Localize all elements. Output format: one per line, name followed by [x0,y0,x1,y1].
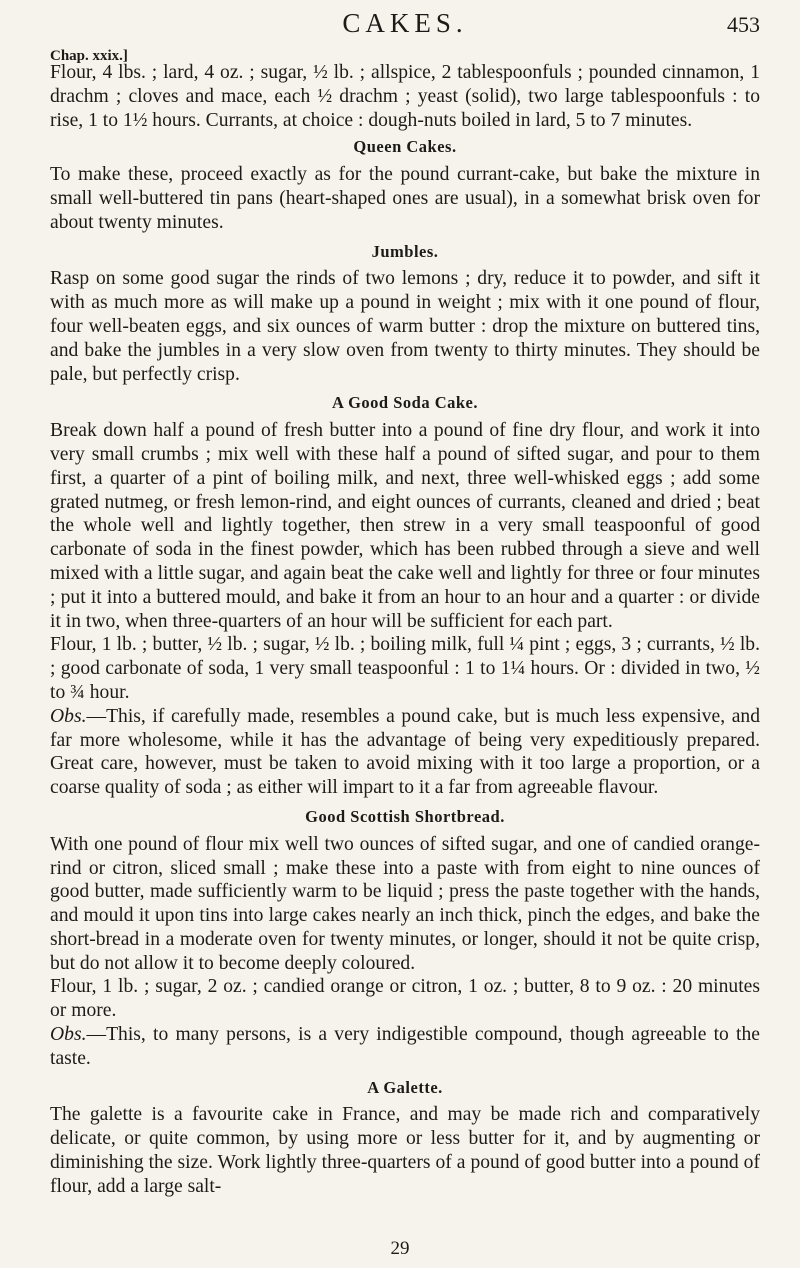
running-title: CAKES. [342,8,468,38]
galette-body: The galette is a favourite cake in France, and may be made rich and comparatively delicate, or quite common, by using more or less butter for it, and by augmenting or diminishing the size. Work lightly three-quarters of a pound of good butter into a pound of flour, add a large salt- [50,1104,760,1197]
queen-cakes-heading: Queen Cakes. [353,137,457,157]
running-head [50,0,760,64]
soda-cake-obs-label: Obs. [50,705,87,727]
soda-cake-obs-text: —This, if carefully made, resembles a pound cake, but is much less expensive, and far more wholesome, while it has the advantage of being very expeditiously prepared. Great care, however, must be taken to avoid mixing with it too large a proportion, or a coarse quality of soda ; as either will impart to it a far from agreeable flavour. [50,705,760,799]
jumbles-heading: Jumbles. [371,241,439,261]
soda-cake-obs [50,705,760,800]
shortbread-obs [50,1023,760,1071]
chapter-label: Chap. xxix.] [50,48,128,64]
queen-cakes-body: To make these, proceed exactly as for the pound currant-cake, but bake the mixture in small well-buttered tin pans (heart-shaped ones are usual), in a somewhat brisk oven for about twenty minutes. [50,164,760,233]
page-content [50,61,760,1199]
soda-cake-recipe: Flour, 1 lb. ; butter, ½ lb. ; sugar, ½ lb. ; boiling milk, full ¼ pint ; eggs, 3 ; currants, ½ lb. ; good carbonate of soda, 1 very small teaspoonful : 1 to 1¼ hours. Or : divided in two, ½ to ¾ hour. [50,634,760,703]
soda-cake-body: Break down half a pound of fresh butter into a pound of fine dry flour, and work it into very small crumbs ; mix well with these half a pound of sifted sugar, and pour to them first, a quarter of a pint of boiling milk, and next, three well-whisked eggs ; add some grated nutmeg, or fresh lemon-rind, and eight ounces of currants, cleaned and dried ; beat the whole well and lightly together, then strew in a very small teaspoonful of good carbonate of soda in the finest powder, which has been rubbed through a sieve and well mixed with a little sugar, and again beat the cake well and lightly for three or four minutes ; put it into a buttered mould, and bake it from an hour to an hour and a quarter : or divide it in two, when three-quarters of an hour will be sufficient for each part. [50,420,760,632]
shortbread-heading: Good Scottish Shortbread. [305,806,505,826]
shortbread-body: With one pound of flour mix well two ounces of sifted sugar, and one of candied orange-rind or citron, sliced small ; make these into a paste with from eight to nine ounces of good butter, made sufficiently warm to be liquid ; press the paste together with the hands, and mould it upon tins into large cakes nearly an inch thick, pinch the edges, and bake the short-bread in a moderate oven for twenty minutes, or longer, should it not be quite crisp, but do not allow it to become deeply coloured. [50,833,760,974]
shortbread-recipe: Flour, 1 lb. ; sugar, 2 oz. ; candied orange or citron, 1 oz. ; butter, 8 to 9 oz. : 20 minutes or more. [50,976,760,1022]
jumbles-body: Rasp on some good sugar the rinds of two lemons ; dry, reduce it to powder, and sift it with as much more as will make up a pound in weight ; mix with it one pound of flour, four well-beaten eggs, and six ounces of warm butter : drop the mixture on buttered tins, and bake the jumbles in a very slow oven from twenty to thirty minutes. They should be pale, but perfectly crisp. [50,268,760,385]
galette-heading: A Galette. [367,1077,443,1097]
intro-recipe-paragraph: Flour, 4 lbs. ; lard, 4 oz. ; sugar, ½ lb. ; allspice, 2 tablespoonfuls ; pounded cinnamon, 1 drachm ; cloves and mace, each ½ drachm ; yeast (solid), two large tablespoonfuls : to rise, 1 to 1½ hours. Currants, at choice : dough-nuts boiled in lard, 5 to 7 minutes. [50,62,760,131]
signature-mark: 29 [390,1238,410,1259]
page-number: 453 [727,12,760,37]
shortbread-obs-label: Obs. [50,1024,87,1046]
soda-cake-heading: A Good Soda Cake. [331,393,479,413]
shortbread-obs-text: —This, to many persons, is a very indigestible compound, though agreeable to the taste. [50,1024,760,1069]
